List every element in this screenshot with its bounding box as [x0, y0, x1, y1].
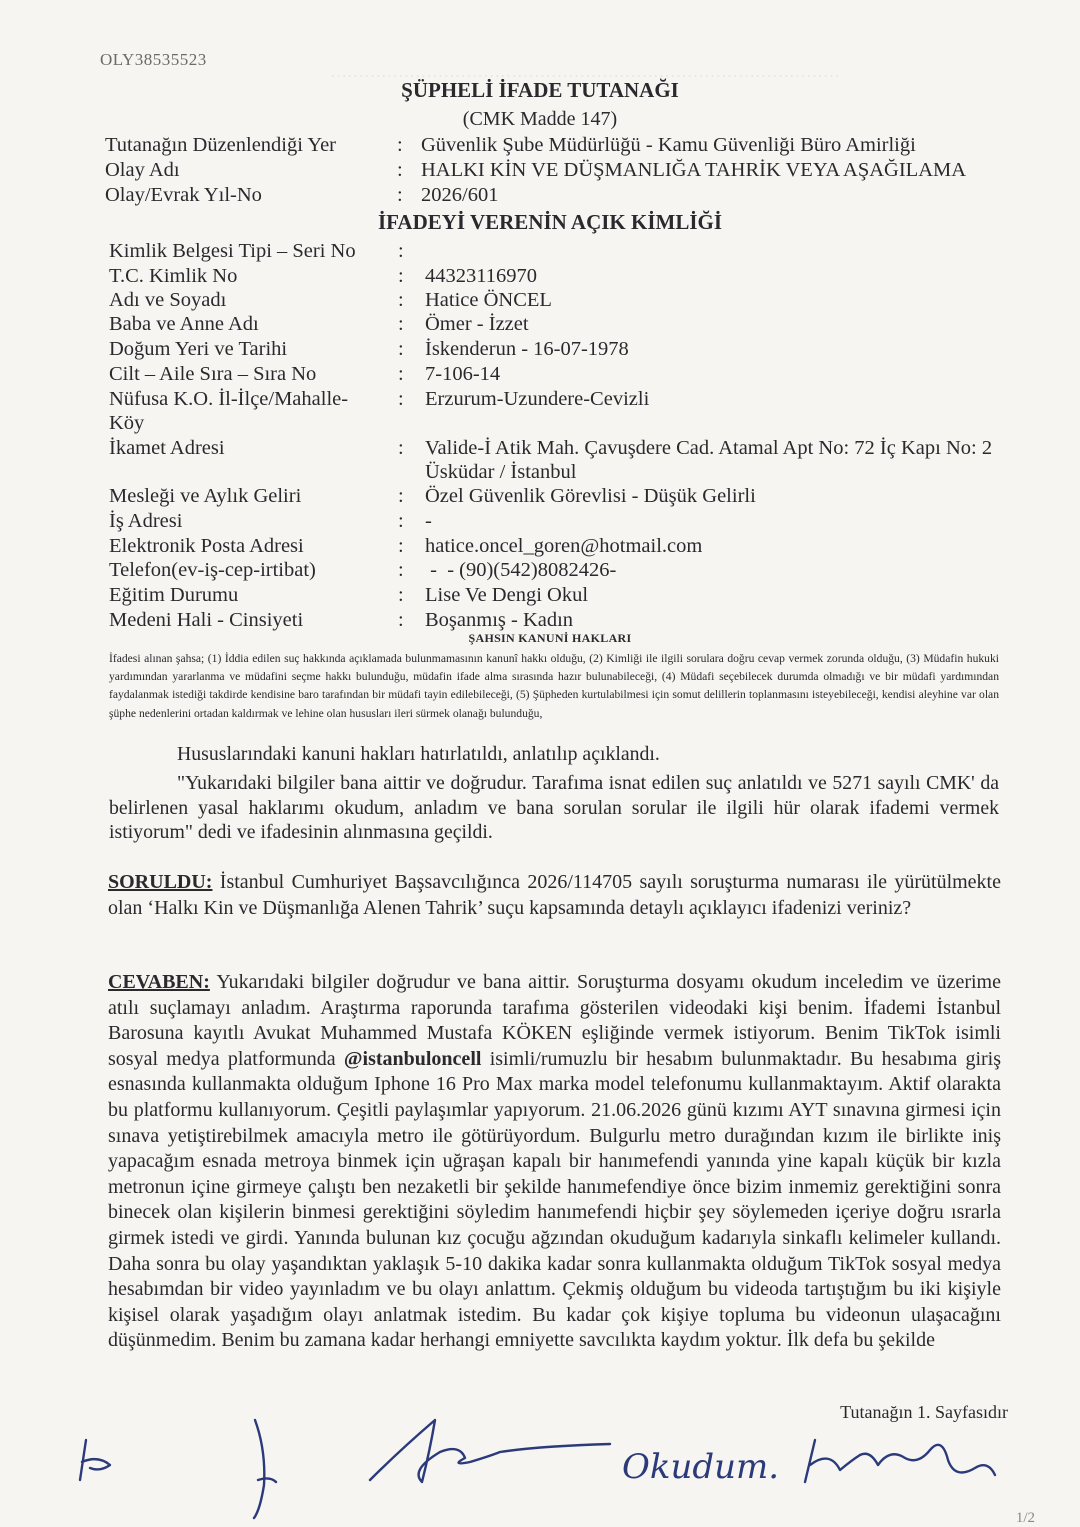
field-label: Eğitim Durumu — [109, 584, 239, 606]
field-label: İkamet Adresi — [109, 437, 225, 459]
field-label: Olay/Evrak Yıl-No — [105, 184, 262, 206]
identity-section-title: İFADEYİ VERENİN AÇIK KİMLİĞİ — [377, 210, 723, 234]
field-value: 7-106-14 — [425, 363, 501, 385]
question-label: SORULDU: — [108, 871, 213, 893]
field-label: Doğum Yeri ve Tarihi — [109, 338, 288, 360]
statement-paragraph: "Yukarıdaki bilgiler bana aittir ve doğrudur. Tarafıma isnat edilen suç anlatıldı ve 5271 sayılı CMK' da belirlenen yasal haklarımı okudum, anladım ve bana sorulan sorular ile ilgili hür olarak ifademi vermek istiyorum" dedi ve ifadesinin alınmasına geçildi. — [109, 772, 999, 843]
field-label: Mesleği ve Aylık Geliri — [109, 485, 302, 507]
field-value: Lise Ve Dengi Okul — [425, 584, 589, 606]
field-label: Medeni Hali - Cinsiyeti — [109, 609, 304, 631]
question-paragraph — [108, 870, 1001, 921]
rights-text: İfadesi alınan şahsa; (1) İddia edilen suç hakkında açıklamada bulunmamasının kanunî hakkı olduğu, (2) Kimliği ile ilgili sorulara doğru cevap vermek zorunda olduğu, (3) Müdafin hukuki yardımından yararlanma ve müdafini seçme hakkı bulunduğu, müdafin ifade alma sırasında hazır bulunabileceği, (4) Müdafi seçebilecek durumda olmadığı ve bir müdafi yardımından faydalanmak istediği takdirde kendisine baro tarafından bir müdafi tayin edilebileceği, (5) Şüpheden kurtulabilmesi için somut delillerin toplanmasını isteyebileceği, kendisi aleyhine var olan şüphe nedenlerini ortadan kaldırmak ve lehine olan hususları ileri sürmek olanağı bulunduğu, — [109, 652, 999, 720]
page-footer: Tutanağın 1. Sayfasıdır — [840, 1402, 1008, 1422]
show-through-text: ……………………………………………………………………………… — [330, 62, 840, 81]
field-label: Baba ve Anne Adı — [109, 313, 259, 335]
answer-text-part2: isimli/rumuzlu bir hesabım bulunmaktadır. Bu hesabıma giriş esnasında kullanmakta olduğum Iphone 16 Pro Max marka model telefonumu kullanmaktayım. Aktif olarakta bu platformu kullanıyorum. Çeşitli paylaşımlar yapıyorum. 21.06.2026 günü kızımı AYT sınavına girmesi için sınava yetiştirebilmek amacıyla metro ile götürüyordum. Bulgurlu metro durağından kızım ile birlikte iniş yapacağım esnada metroya binmek için uğraşan kapalı bir hanımefendi yanında yine kapalı küçük bir kızla metronun içine girmeye çalıştı ben nezaketli bir şekilde hanımefendiye önce bizim inmemiz gerektiğini sonra binecek olan kişilerin binmesi gerektiğini söyledim hanımefendi hiçbir şey söylemeden içeriye doğru ısrarla girmek istedi ve girdi. Yanında bulunan kız çocuğu ağzından okuduğum kadarıyla sinkaflı kelimeler kullandı. Daha sonra bu olay yaşandıktan yaklaşık 5-10 dakika kadar sonra kullanmakta olduğum TikTok sosyal medya hesabımdan bir video yayınladım ve bu olayı anlattım. Çekmiş olduğum bu videoda tartıştığım bu iki kişiyle kişisel olarak yaşadığım olayı anlatmak istedim. Bu kadar çok kişiye topluma bu videonun ulaşacağını düşünmedim. Benim bu zamana kadar herhangi emniyette savcılıkta kaydım yoktur. İlk defa bu şekilde — [108, 1047, 1001, 1352]
signature-1 — [80, 1440, 110, 1480]
field-label: Nüfusa K.O. İl-İlçe/Mahalle-Köy — [109, 388, 349, 434]
field-label: Elektronik Posta Adresi — [109, 535, 304, 557]
answer-label: CEVABEN: — [108, 971, 210, 993]
rights-section-title: ŞAHSIN KANUNİ HAKLARI — [468, 631, 632, 645]
field-value: Boşanmış - Kadın — [425, 609, 574, 631]
header-field: Olay/Evrak Yıl-No : 2026/601 — [105, 184, 499, 206]
signature-4 — [805, 1440, 995, 1482]
answer-paragraph — [108, 970, 1001, 1354]
field-value: İskenderun - 16-07-1978 — [425, 338, 629, 360]
document-id: OLY38535523 — [100, 50, 207, 69]
document-title: ŞÜPHELİ İFADE TUTANAĞI — [401, 78, 679, 102]
field-label: Kimlik Belgesi Tipi – Seri No — [109, 240, 356, 262]
field-value: Erzurum-Uzundere-Cevizli — [425, 388, 650, 410]
page-number: 1/2 — [1015, 1510, 1035, 1526]
field-value: Hatice ÖNCEL — [425, 289, 552, 311]
answer-text-part1: Yukarıdaki bilgiler doğrudur ve bana aittir. Soruşturma dosyamı okudum inceledim ve üzerime atılı suçlamayı anladım. Araştırma raporunda tarafıma gösterilen videodaki kişi benim. İfademi İstanbul Barosuna kayıtlı Avukat Muhammed Mustafa KÖKEN eşliğinde vermek istiyorum. Benim TikTok isimli sosyal medya platformunda — [108, 971, 1001, 1070]
field-value: - - (90)(542)8082426- — [425, 559, 617, 581]
field-value: hatice.oncel_goren@hotmail.com — [425, 535, 703, 557]
document-page: ……………………………………………………………………………… OLY38535523 ŞÜPHELİ İFADE TUTANAĞI (CMK Madde 147) Tutanağın Düzenlendiği Yer : Güvenlik Şube Müdürlüğü - Kamu Güvenliği Büro Amirliği Olay Adı : HALKI KİN VE DÜŞMANLIĞA TAHRİK VEYA AŞAĞILAMA Olay/Evrak Yıl-No : 2026/601 İFADEYİ VERENİN AÇIK KİMLİĞİ Kimlik Belgesi Tipi – Seri No : T.C. Kimlik No : 44323116970 Adı ve Soyadı : Hatice ÖNCEL Baba ve Anne Adı : Ömer - İzzet Doğum Yeri ve Tarihi : İskenderun - 16-07-1978 Cilt – Aile Sıra – Sıra No : 7-106-14 Nüfusa K.O. İl-İlçe/Mahalle-Köy : Erzurum-Uzundere-Cevizli İkamet Adresi : Valide-İ Atik Mah. Çavuşdere Cad. Atamal Apt No: 72 İç Kapı No: 2 Üsküdar / İstanbul Mesleği ve Aylık Geliri : Özel Güvenlik Görevlisi - Düşük Gelirli İş Adresi : - Elektronik Posta Adresi : hatice.oncel_goren@hotmail.com Telefon(ev-iş-cep-irtibat) : - - (90)(542)8082426- Eğitim Durumu : Lise Ve Dengi Okul Medeni Hali - Cinsiyeti : Boşanmış - Kadın ŞAHSIN KANUNİ HAKLARI İfadesi alınan şahsa; (1) İddia edilen suç hakkında açıklamada bulunmamasının kanunî hakkı olduğu, (2) Kimliği ile ilgili sorulara doğru cevap vermek zorunda olduğu, (3) Müdafin hukuki yardımından yararlanma ve müdafini seçme hakkı bulunduğu, müdafin ifade alma sırasında hazır bulunabileceği, (4) Müdafi seçebilecek durumda olmadığı ve bir müdafi yardımından faydalanmak istediği takdirde kendisine baro tarafından bir müdafi tayin edilebileceği, (5) Şüpheden kurtulabilmesi için somut delillerin toplanmasını isteyebileceği, kendisi aleyhine var olan şüphe nedenlerini ortadan kaldırmak ve lehine olan hususları ileri sürmek olanağı bulunduğu, Hususlarındaki kanuni hakları hatırlatıldı, anlatılıp açıklandı. "Yukarıdaki bilgiler bana aittir ve doğrudur. Tarafıma isnat edilen suç anlatıldı ve 5271 sayılı CMK' da belirlenen yasal haklarımı okudum, anladım ve bana sorulan sorular ile ilgili hür olarak ifademi vermek istiyorum" dedi ve ifadesinin alınmasına geçildi. SORULDU: İstanbul Cumhuriyet Başsavcılığınca 2026/114705 sayılı soruşturma numarası ile yürütülmekte olan ‘Halkı Kin ve Düşmanlığa Alenen Tahrik’ suçu kapsamında detaylı açıklayıcı ifadenizi veriniz? CEVABEN: Yukarıdaki bilgiler doğrudur ve bana aittir. Soruşturma dosyamı okudum inceledim ve üzerime atılı suçlamayı anladım. Araştırma raporunda tarafıma gösterilen videodaki kişi benim. İfademi İstanbul Barosuna kayıtlı Avukat Muhammed Mustafa KÖKEN eşliğinde vermek istiyorum. Benim TikTok isimli sosyal medya platformunda @istanbuloncell isimli/rumuzlu bir hesabım bulunmaktadır. Bu hesabıma giriş esnasında kullanmakta olduğum Iphone 16 Pro Max marka model telefonumu kullanmaktayım. Aktif olarakta bu platformu kullanıyorum. Çeşitli paylaşımlar yapıyorum. 21.06.2026 günü kızımı AYT sınavına girmesi için sınava yetiştirebilmek amacıyla metro ile götürüyordum. Bulgurlu metro durağından kızım ile birlikte iniş yapacağım esnada metroya binmek için uğraşan kapalı bir hanımefendi yanında yine kapalı küçük bir kızla metronun içine girmeye çalıştı ben nezaketli bir şekilde hanımefendiye önce bizim inmemiz gerektiğini sonra binecek olan kişilerin binmesi gerektiğini söyledim hanımefendi hiçbir şey söylemeden içeriye doğru ısrarla girmek istedi ve girdi. Yanında bulunan kız çocuğu ağzından okuduğum kadarıyla sinkaflı kelimeler kullandı. Daha sonra bu olay yaşandıktan yaklaşık 5-10 dakika kadar sonra kullanmakta olduğum TikTok sosyal medya hesabımdan bir video yayınladım ve bu olayı anlattım. Çekmiş olduğum bu videoda tartıştığım bu iki kişiyle kişisel olarak yaşadığım olayı anlatmak istedim. Bu kadar çok kişiye topluma bu videonun ulaşacağını düşünmedim. Benim bu zamana kadar herhangi emniyette savcılıkta kaydım yoktur. İlk defa bu şekilde Tutanağın 1. Sayfasıdır Okudum. 1/2 — [0, 0, 1080, 1524]
field-label: Olay Adı — [105, 159, 180, 181]
field-label: Adı ve Soyadı — [109, 289, 227, 311]
signature-okudum-text: Okudum. — [622, 1447, 780, 1487]
answer-handle: @istanbuloncell — [343, 1047, 482, 1070]
field-label: Cilt – Aile Sıra – Sıra No — [109, 363, 317, 385]
header-field: Olay Adı : HALKI KİN VE DÜŞMANLIĞA TAHRİK VEYA AŞAĞILAMA — [105, 159, 967, 181]
document-subtitle: (CMK Madde 147) — [462, 108, 618, 130]
field-value: Ömer - İzzet — [425, 313, 529, 335]
signature-2 — [254, 1420, 276, 1518]
field-value: - — [425, 510, 432, 532]
signatures — [70, 1410, 1030, 1520]
header-field: Tutanağın Düzenlendiği Yer : Güvenlik Şube Müdürlüğü - Kamu Güvenliği Büro Amirliği — [105, 134, 916, 156]
field-label: Telefon(ev-iş-cep-irtibat) — [109, 559, 316, 581]
signature-3 — [370, 1420, 610, 1482]
field-value: Özel Güvenlik Görevlisi - Düşük Gelirli — [425, 485, 756, 507]
question-text: İstanbul Cumhuriyet Başsavcılığınca 2026/114705 sayılı soruşturma numarası ile yürütülmekte olan ‘Halkı Kin ve Düşmanlığa Alenen Tahrik’ suçu kapsamında detaylı açıklayıcı ifadenizi veriniz? — [108, 871, 1001, 919]
field-label: İş Adresi — [109, 510, 183, 532]
field-value: Güvenlik Şube Müdürlüğü - Kamu Güvenliği Büro Amirliği — [421, 134, 916, 156]
field-value: HALKI KİN VE DÜŞMANLIĞA TAHRİK VEYA AŞAĞILAMA — [421, 159, 967, 181]
field-label: T.C. Kimlik No — [109, 265, 238, 287]
field-value: 2026/601 — [421, 184, 499, 206]
field-value: 44323116970 — [425, 265, 537, 287]
field-value: Valide-İ Atik Mah. Çavuşdere Cad. Atamal Apt No: 72 İç Kapı No: 2 Üsküdar / İstanbul — [425, 437, 993, 483]
field-label: Tutanağın Düzenlendiği Yer — [105, 134, 336, 156]
rights-reminded-paragraph: Hususlarındaki kanuni hakları hatırlatıldı, anlatılıp açıklandı. — [177, 743, 660, 765]
